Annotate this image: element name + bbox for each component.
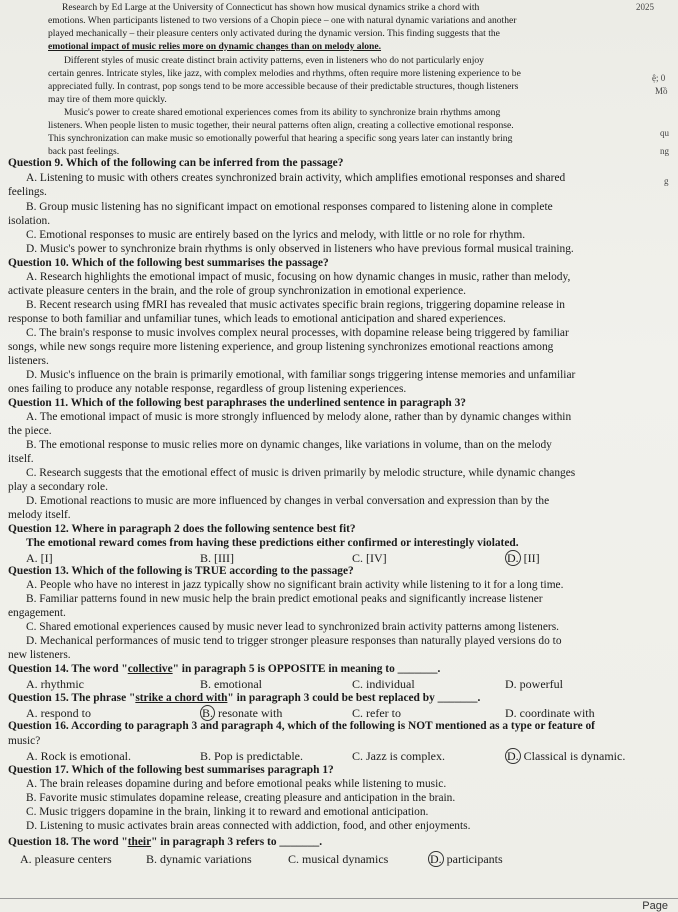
passage-line: certain genres. Intricate styles, like jazz, with complex melodies and rhythms, often require more listening experience to be — [48, 68, 521, 79]
question-10-stem: Question 10. Which of the following best summarises the passage? — [8, 257, 329, 269]
margin-note: ệ; 0 — [652, 73, 666, 83]
q16-option-c: C. Jazz is complex. — [352, 749, 445, 763]
q12-insert-sentence: The emotional reward comes from having these predictions either confirmed or interestingly violated. — [26, 537, 519, 549]
q16-option-d — [505, 749, 625, 764]
q18-option-d — [428, 852, 503, 867]
passage-line: listeners. When people listen to music together, their neural patterns often align, creating a collective emotional response. — [48, 120, 514, 131]
q18-option-d-text: participants — [446, 852, 503, 866]
q10-option-d: D. Music's influence on the brain is primarily emotional, with familiar songs triggering intense memories and unfamiliar — [26, 369, 576, 381]
passage-line: emotions. When participants listened to two versions of a Chopin piece – one with natural dynamic variations and another — [48, 15, 517, 26]
q9-option-a: A. Listening to music with others creates synchronized brain activity, which amplifies emotional responses and shared — [26, 172, 566, 184]
q11-option-c-cont: play a secondary role. — [8, 481, 108, 493]
q10-option-b-cont: response to both familiar and unfamiliar tunes, which leads to emotional anticipation and shared experiences. — [8, 313, 506, 325]
margin-note-top: 2025 — [636, 2, 654, 12]
footer-divider — [0, 898, 678, 899]
q12-option-d-text: [II] — [523, 551, 540, 565]
q11-option-d: D. Emotional reactions to music are more influenced by changes in verbal conversation and expression than by the — [26, 495, 550, 507]
q17-option-b: B. Favorite music stimulates dopamine release, creating pleasure and anticipation in the brain. — [26, 792, 456, 804]
q10-option-a: A. Research highlights the emotional impact of music, focusing on how dynamic changes in music, rather than melody, — [26, 271, 571, 283]
q14-option-b: B. emotional — [200, 677, 262, 691]
q14-option-c: C. individual — [352, 677, 415, 691]
q10-option-d-cont: ones failing to produce any notable response, regardless of group listening experiences. — [8, 383, 407, 395]
q17-option-d: D. Listening to music activates brain areas connected with addiction, food, and other enjoyments. — [26, 820, 471, 832]
passage-line: This synchronization can make music so emotionally powerful that hearing a specific song years later can instantly bring — [48, 133, 513, 144]
q16-option-a: A. Rock is emotional. — [26, 749, 131, 763]
q15-selected-mark: B. — [202, 706, 214, 720]
question-16-stem: Question 16. According to paragraph 3 and paragraph 4, which of the following is NOT mentioned as a type or feature of — [8, 720, 595, 732]
q13-option-a: A. People who have no interest in jazz typically show no significant brain activity while listening to it for a long time. — [26, 579, 564, 591]
q10-option-b: B. Recent research using fMRI has revealed that music activates specific brain regions, triggering dopamine release in — [26, 299, 565, 311]
q9-option-b: B. Group music listening has no significant impact on emotional responses compared to listening alone in complete — [26, 201, 553, 213]
q14-keyword: collective — [127, 663, 173, 675]
passage-line: Different styles of music create distinct brain activity patterns, even in listeners who do not particularly enjoy — [64, 55, 484, 66]
question-12-stem: Question 12. Where in paragraph 2 does the following sentence best fit? — [8, 523, 356, 535]
passage-line: may tire of them more quickly. — [48, 94, 167, 105]
q15-option-a: A. respond to — [26, 706, 91, 720]
q10-option-a-cont: activate pleasure centers in the brain, and the role of group synchronization in emotional experience. — [8, 285, 466, 297]
q18-keyword: their — [127, 836, 152, 848]
q13-option-d: D. Mechanical performances of music tend to trigger stronger pleasure responses than naturally played versions do to — [26, 635, 562, 647]
margin-note: qu — [660, 128, 669, 138]
q10-option-c: C. The brain's response to music involves complex neural processes, with dopamine release being triggered by familiar — [26, 327, 569, 339]
q12-option-c: C. [IV] — [352, 551, 387, 565]
q15-option-b — [200, 706, 282, 721]
q11-option-a: A. The emotional impact of music is more strongly influenced by melody alone, rather than by dynamic changes within — [26, 411, 572, 423]
q14-option-a: A. rhythmic — [26, 677, 84, 691]
q11-option-b: B. The emotional response to music relies more on dynamic changes, like variations in volume, than on the melody — [26, 439, 552, 451]
question-11-stem: Question 11. Which of the following best paraphrases the underlined sentence in paragraph 3? — [8, 397, 466, 409]
question-13-stem: Question 13. Which of the following is TRUE according to the passage? — [8, 565, 354, 577]
q16-selected-mark: D. — [507, 749, 519, 763]
q11-option-c: C. Research suggests that the emotional effect of music is driven primarily by melodic structure, while dynamic changes — [26, 467, 576, 479]
q18-option-b: B. dynamic variations — [146, 852, 252, 866]
q10-option-c-cont: songs, while new songs require more listening experience, and group listening synchronizes emotional reactions among — [8, 341, 554, 353]
q16-option-d-text: Classical is dynamic. — [523, 749, 626, 763]
q12-selected-mark: D. — [507, 551, 519, 565]
q18-option-a: A. pleasure centers — [20, 852, 112, 866]
q11-option-a-cont: the piece. — [8, 425, 52, 437]
q11-option-d-cont: melody itself. — [8, 509, 71, 521]
q10-option-c-cont: listeners. — [8, 355, 49, 367]
page-footer-label: Page — [642, 900, 668, 912]
question-17-stem: Question 17. Which of the following best summarises paragraph 1? — [8, 764, 334, 776]
q15-option-c: C. refer to — [352, 706, 401, 720]
q9-option-c: C. Emotional responses to music are entirely based on the lyrics and melody, with little or no role for rhythm. — [26, 229, 526, 241]
passage-line: Research by Ed Large at the University of Connecticut has shown how musical dynamics strike a chord with — [62, 2, 480, 13]
q13-option-d-cont: new listeners. — [8, 649, 71, 661]
question-15-stem: Question 15. The phrase "strike a chord with" in paragraph 3 could be best replaced by _______. — [8, 692, 481, 704]
q12-option-d — [505, 551, 540, 566]
q13-option-b-cont: engagement. — [8, 607, 66, 619]
q12-option-b: B. [III] — [200, 551, 234, 565]
q17-option-c: C. Music triggers dopamine in the brain, linking it to reward and emotional anticipation. — [26, 806, 429, 818]
q15-keyword: strike a chord with — [135, 692, 228, 704]
margin-note: Mồ — [655, 86, 668, 96]
q12-option-a: A. [I] — [26, 551, 53, 565]
q11-option-b-cont: itself. — [8, 453, 34, 465]
passage-underlined-sentence: emotional impact of music relies more on dynamic changes than on melody alone. — [48, 41, 382, 52]
passage-line: Music's power to create shared emotional experiences comes from its ability to synchronize brain rhythms among — [64, 107, 501, 118]
passage-line: back past feelings. — [48, 146, 120, 157]
margin-note: ng — [660, 146, 669, 156]
passage-line: played mechanically – their pleasure centers only activated during the dynamic version. This finding suggests that the — [48, 28, 500, 39]
q13-option-b: B. Familiar patterns found in new music help the brain predict emotional peaks and significantly increase listener — [26, 593, 543, 605]
q17-option-a: A. The brain releases dopamine during and before emotional peaks while listening to music. — [26, 778, 447, 790]
q18-selected-mark: D. — [430, 852, 442, 866]
q14-option-d: D. powerful — [505, 677, 563, 691]
q9-option-b-cont: isolation. — [8, 215, 51, 227]
q15-option-b-text: resonate with — [218, 706, 283, 720]
q16-option-b: B. Pop is predictable. — [200, 749, 303, 763]
question-18-stem: Question 18. The word "their" in paragraph 3 refers to _______. — [8, 836, 323, 848]
q15-option-d: D. coordinate with — [505, 706, 595, 720]
q18-option-c: C. musical dynamics — [288, 852, 389, 866]
question-14-stem: Question 14. The word "collective" in paragraph 5 is OPPOSITE in meaning to _______. — [8, 663, 441, 675]
margin-note: g — [664, 176, 669, 186]
question-9-stem: Question 9. Which of the following can be inferred from the passage? — [8, 157, 344, 169]
question-16-stem-cont: music? — [8, 735, 41, 747]
q9-option-a-cont: feelings. — [8, 186, 47, 198]
q13-option-c: C. Shared emotional experiences caused by music never lead to synchronized brain activity patterns among listeners. — [26, 621, 559, 633]
passage-line: appreciated fully. In contrast, pop songs tend to be more accessible because of their predictable structures, though listeners — [48, 81, 519, 92]
q9-option-d: D. Music's power to synchronize brain rhythms is only observed in listeners who have previous formal musical training. — [26, 243, 574, 255]
